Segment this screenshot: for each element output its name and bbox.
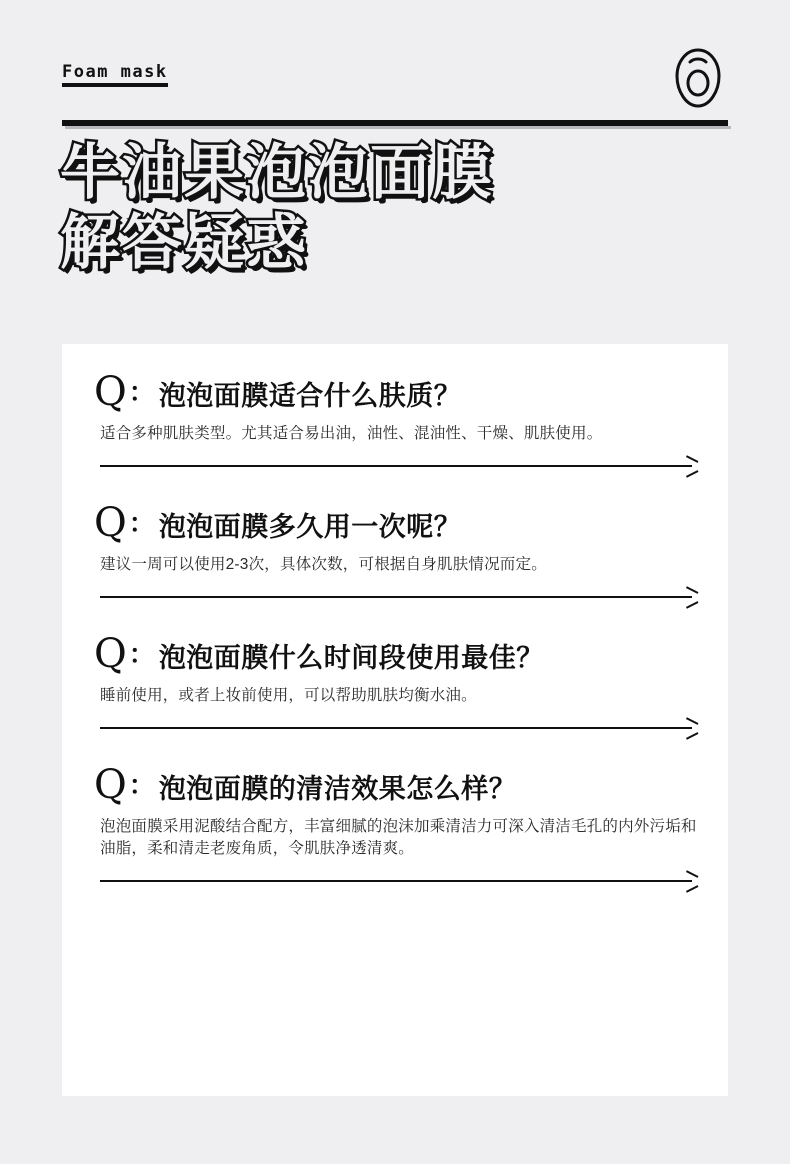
arrow-line bbox=[100, 727, 692, 729]
arrow-head-icon bbox=[684, 721, 698, 735]
question-marker: Q bbox=[94, 762, 127, 808]
brand-label: Foam mask bbox=[62, 62, 168, 82]
faq-list bbox=[94, 369, 700, 898]
faq-item bbox=[94, 762, 700, 888]
faq-answer-text: 睡前使用，或者上妆前使用，可以帮助肌肤均衡水油。 bbox=[100, 687, 477, 704]
arrow-line bbox=[100, 880, 692, 882]
faq-question bbox=[94, 369, 700, 415]
avocado-icon bbox=[668, 46, 728, 112]
question-colon: ： bbox=[128, 377, 155, 407]
arrow-line bbox=[100, 465, 692, 467]
page-header bbox=[62, 50, 728, 120]
faq-answer-text: 泡泡面膜采用泥酸结合配方，丰富细腻的泡沫加乘清洁力可深入清洁毛孔的内外污垢和油脂，柔和清走老废角质，令肌肤净透清爽。 bbox=[100, 818, 697, 857]
question-colon: ： bbox=[128, 508, 155, 538]
faq-spacer bbox=[94, 483, 700, 503]
faq-item bbox=[94, 500, 700, 604]
faq-answer-text: 建议一周可以使用2-3次，具体次数，可根据自身肌肤情况而定。 bbox=[100, 556, 547, 573]
faq-spacer bbox=[94, 745, 700, 765]
arrow-head-icon bbox=[684, 590, 698, 604]
faq-question-text: 泡泡面膜什么时间段使用最佳？ bbox=[158, 643, 544, 673]
arrow-head-icon bbox=[684, 459, 698, 473]
faq-question bbox=[94, 500, 700, 546]
faq-question-text: 泡泡面膜适合什么肤质？ bbox=[158, 381, 462, 411]
faq-question bbox=[94, 762, 700, 808]
header-divider bbox=[62, 120, 728, 126]
faq-item bbox=[94, 369, 700, 473]
arrow-line bbox=[100, 596, 692, 598]
arrow-divider bbox=[100, 459, 698, 473]
question-marker: Q bbox=[94, 500, 127, 546]
faq-question-text: 泡泡面膜的清洁效果怎么样？ bbox=[158, 774, 517, 804]
faq-question bbox=[94, 631, 700, 677]
faq-card bbox=[62, 344, 728, 1096]
arrow-head-icon bbox=[684, 874, 698, 888]
question-marker: Q bbox=[94, 369, 127, 415]
question-marker: Q bbox=[94, 631, 127, 677]
question-colon: ： bbox=[128, 639, 155, 669]
arrow-divider bbox=[100, 590, 698, 604]
faq-item bbox=[94, 631, 700, 735]
arrow-divider bbox=[100, 721, 698, 735]
page-title bbox=[60, 138, 740, 278]
faq-question-text: 泡泡面膜多久用一次呢？ bbox=[158, 512, 462, 542]
arrow-divider bbox=[100, 874, 698, 888]
question-colon: ： bbox=[128, 770, 155, 800]
page-title-line-2: 解答疑惑 bbox=[60, 208, 308, 278]
faq-spacer bbox=[94, 614, 700, 634]
page-title-line-1: 牛油果泡泡面膜 bbox=[60, 138, 494, 208]
faq-answer-text: 适合多种肌肤类型。尤其适合易出油，油性、混油性、干燥、肌肤使用。 bbox=[100, 425, 603, 442]
